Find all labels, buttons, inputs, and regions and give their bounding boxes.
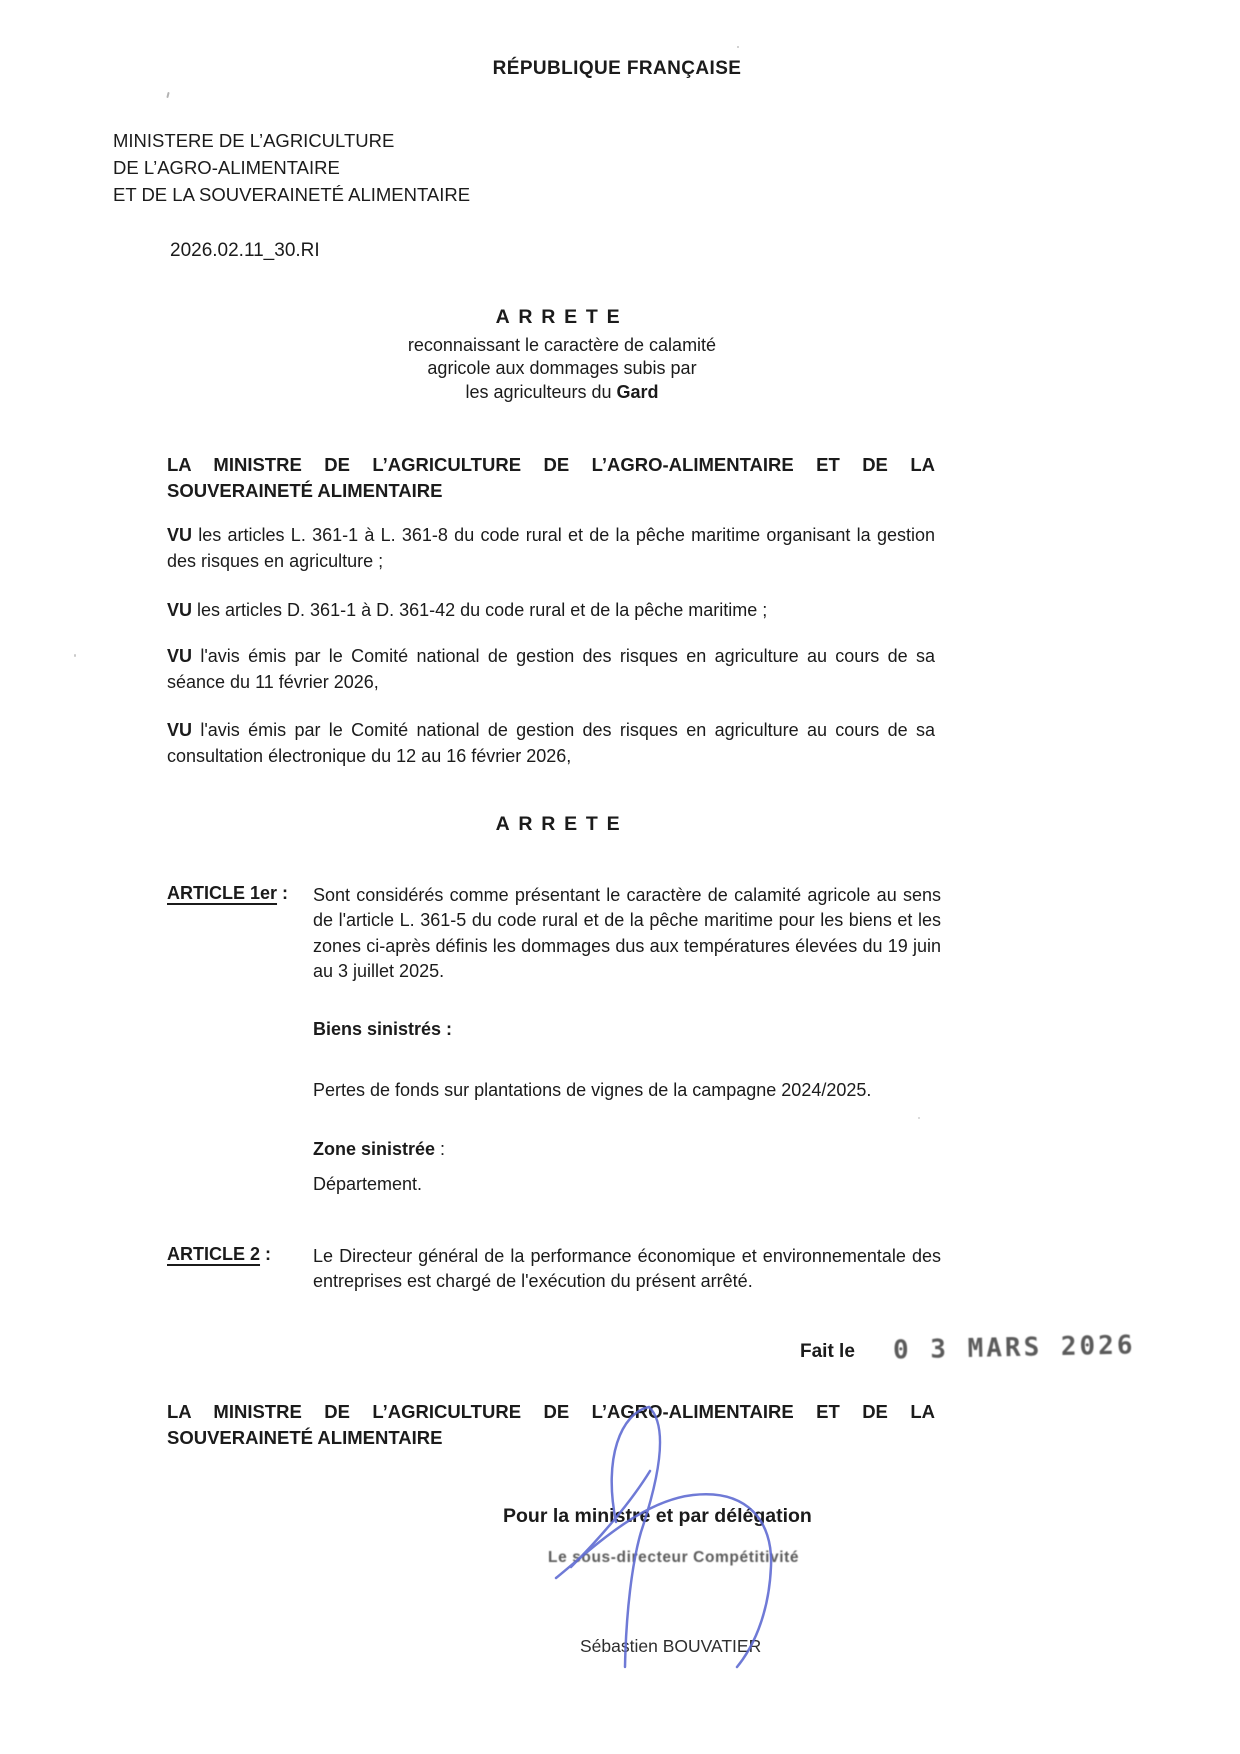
vu-label: VU xyxy=(167,646,193,666)
damaged-zone-heading: Zone sinistrée : xyxy=(313,1139,446,1159)
article-2-label: ARTICLE 2 : xyxy=(167,1244,272,1264)
scan-artifact xyxy=(74,654,76,657)
scan-artifact xyxy=(737,46,739,48)
vu-text: les articles L. 361-1 à L. 361-8 du code rural et de la pêche maritime organisant la gestion des risques en agriculture ; xyxy=(167,525,935,571)
decree-subtitle-line1: reconnaissant le caractère de calamité xyxy=(407,334,717,355)
decree-title-block xyxy=(117,306,1007,404)
decree-heading: ARRETE xyxy=(495,306,629,328)
vu-clause-4 xyxy=(167,718,935,769)
vu-label: VU xyxy=(167,525,193,545)
article-2-text: Le Directeur général de la performance économique et environnementale des entreprises est chargé de l'exécution du présent arrêté. xyxy=(313,1246,941,1292)
vu-clause-2 xyxy=(167,598,935,624)
minister-heading-open: LA MINISTRE DE L’AGRICULTURE DE L’AGRO-ALIMENTAIRE ET DE LA SOUVERAINETÉ ALIMENTAIRE xyxy=(167,454,935,501)
reference-number: 2026.02.11_30.RI xyxy=(170,240,320,261)
date-stamp: 0 3 MARS 2026 xyxy=(892,1330,1136,1366)
department-name: Gard xyxy=(616,381,659,402)
ministry-line-3: ET DE LA SOUVERAINETÉ ALIMENTAIRE xyxy=(113,184,471,205)
article-1-text: Sont considérés comme présentant le caractère de calamité agricole au sens de l'article L. 361-5 du code rural et de la pêche maritime pour les biens et les zones ci-après définis les dommages dus aux températures élevées du 19 juin au 3 juillet 2025. xyxy=(313,885,941,981)
vu-clause-3 xyxy=(167,644,935,695)
arrete-section-heading: ARRETE xyxy=(495,813,629,835)
vu-text: l'avis émis par le Comité national de gestion des risques en agriculture au cours de sa séance du 11 février 2026, xyxy=(167,646,935,692)
republic-header: RÉPUBLIQUE FRANÇAISE xyxy=(492,58,742,79)
damaged-goods-heading: Biens sinistrés : xyxy=(313,1019,453,1039)
ministry-line-2: DE L’AGRO-ALIMENTAIRE xyxy=(113,157,340,178)
delegation-line: Pour la ministre et par délégation xyxy=(503,1505,812,1527)
article-1-label: ARTICLE 1er : xyxy=(167,883,289,903)
ministry-line-1: MINISTERE DE L’AGRICULTURE xyxy=(113,130,395,151)
signatory-name: Sébastien BOUVATIER xyxy=(580,1636,762,1656)
signatory-title: Le sous-directeur Compétitivité xyxy=(548,1549,800,1566)
article-1 xyxy=(167,883,943,984)
scan-artifact xyxy=(918,1117,920,1119)
vu-label: VU xyxy=(167,720,193,740)
minister-heading-close: LA MINISTRE DE L’AGRICULTURE DE L’AGRO-ALIMENTAIRE ET DE LA SOUVERAINETÉ ALIMENTAIRE xyxy=(167,1401,935,1448)
vu-text: les articles D. 361-1 à D. 361-42 du code rural et de la pêche maritime ; xyxy=(192,600,768,620)
vu-text: l'avis émis par le Comité national de gestion des risques en agriculture au cours de sa consultation électronique du 12 au 16 février 2026, xyxy=(167,720,935,766)
subtitle-prefix: les agriculteurs du xyxy=(465,381,617,402)
vu-clause-1 xyxy=(167,523,935,574)
fait-le-label: Fait le xyxy=(800,1341,855,1362)
scan-artifact xyxy=(166,92,169,98)
decree-subtitle-line3 xyxy=(117,381,1007,405)
ministry-block xyxy=(113,127,470,208)
article-2 xyxy=(167,1244,943,1295)
damaged-goods-text: Pertes de fonds sur plantations de vignes de la campagne 2024/2025. xyxy=(313,1080,872,1100)
damaged-zone-text: Département. xyxy=(313,1174,423,1194)
vu-label: VU xyxy=(167,600,193,620)
decree-subtitle-line2: agricole aux dommages subis par xyxy=(427,358,697,378)
